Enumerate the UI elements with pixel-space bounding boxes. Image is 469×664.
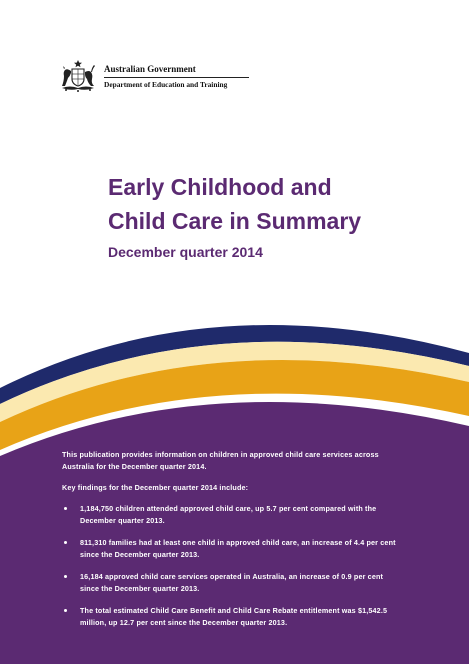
bullet-icon <box>64 507 67 510</box>
list-item <box>62 571 402 595</box>
wordmark-divider <box>104 77 249 78</box>
bullet-icon <box>64 609 67 612</box>
government-name: Australian Government <box>104 64 196 74</box>
finding-text: 811,310 families had at least one child in approved child care, an increase of 4.4 per cent since the December quarter 2013. <box>80 538 396 559</box>
coat-of-arms-icon <box>58 59 98 93</box>
government-wordmark <box>104 64 249 89</box>
report-title-line-1: Early Childhood and <box>108 174 332 200</box>
summary-panel <box>62 449 402 639</box>
finding-text: The total estimated Child Care Benefit and Child Care Rebate entitlement was $1,542.5 million, up 12.7 per cent since the December quarter 2013. <box>80 606 388 627</box>
bullet-icon <box>64 541 67 544</box>
list-item <box>62 605 402 629</box>
report-subtitle: December quarter 2014 <box>108 244 263 260</box>
finding-text: 1,184,750 children attended approved child care, up 5.7 per cent compared with the December quarter 2013. <box>80 504 377 525</box>
government-logo <box>58 59 248 93</box>
finding-text: 16,184 approved child care services operated in Australia, an increase of 0.9 per cent since the December quarter 2013. <box>80 572 384 593</box>
bullet-icon <box>64 575 67 578</box>
list-item <box>62 537 402 561</box>
list-item <box>62 503 402 527</box>
key-findings-list <box>62 503 402 629</box>
key-findings-heading: Key findings for the December quarter 2014 include: <box>62 483 249 492</box>
report-title-line-2: Child Care in Summary <box>108 208 362 234</box>
department-name: Department of Education and Training <box>104 80 228 89</box>
report-title <box>108 170 361 238</box>
intro-paragraph: This publication provides information on children in approved child care services across Australia for the December quarter 2014. <box>62 450 379 471</box>
